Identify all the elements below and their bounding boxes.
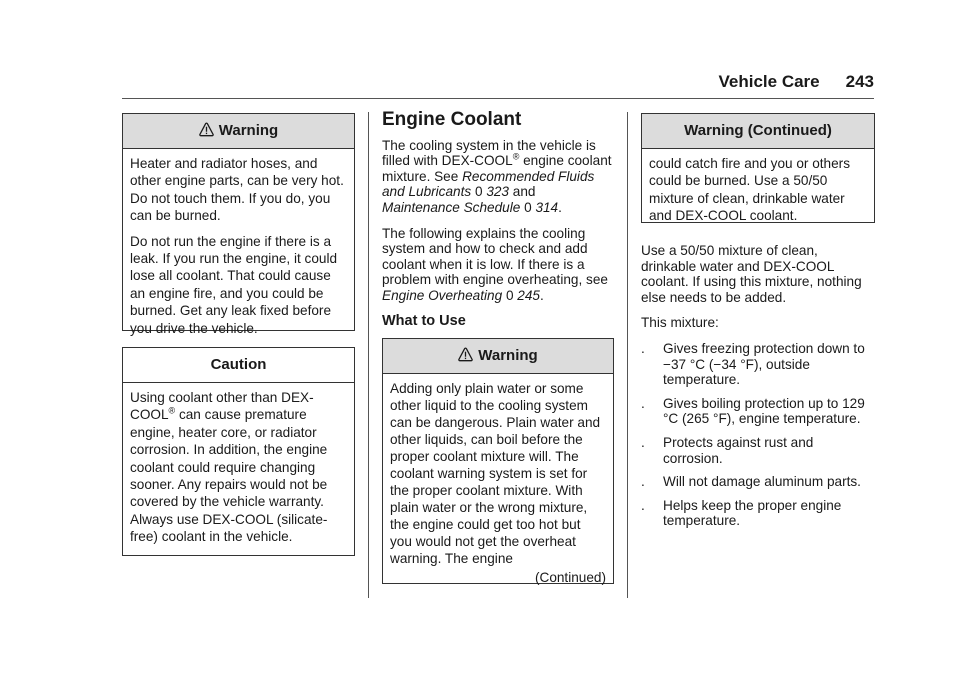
explain-paragraph [382, 226, 616, 304]
warning-title-text: Warning [478, 347, 538, 364]
middle-column [382, 109, 616, 341]
caution-paragraph [130, 389, 347, 546]
page-ref-arrow-icon: 0 [505, 287, 514, 303]
intro-paragraph [382, 138, 616, 216]
link-engine-overheating[interactable]: Engine Overheating [382, 287, 503, 303]
right-column [641, 243, 875, 537]
punctuation: . [558, 199, 562, 215]
intro-text-a: The cooling system in the vehicle is filled with DEX-COOL [382, 137, 596, 169]
warning-box-title [123, 114, 354, 149]
link-recommended-fluids[interactable]: Recommended Fluids and Lubricants [382, 168, 595, 200]
page-ref-323[interactable]: 323 [486, 184, 509, 200]
registered-mark: ® [512, 151, 520, 162]
bullet-text: Protects against rust and corrosion. [663, 434, 814, 466]
page-ref-arrow-icon: 0 [474, 184, 483, 200]
explain-text: The following explains the cooling system and how to check and add coolant when it is low. If there is a problem with engine overheating, see [382, 225, 608, 288]
page-number: 243 [845, 72, 874, 91]
registered-mark: ® [168, 405, 176, 416]
warning-box-body [642, 149, 874, 231]
warning-paragraph: Adding only plain water or some other liquid to the cooling system can be dangerous. Plain water and other liquids, can boil before the proper coolant mixture will. The coolant warning system is set for the proper coolant mixture. With plain water or the wrong mixture, the engine could get too hot but you would not get the overheat warning. The engine [390, 381, 601, 566]
warning-title-text: Warning [218, 122, 279, 139]
mixture-intro: This mixture: [641, 315, 719, 331]
warning-box-plain-water [382, 338, 614, 584]
warning-box-title: Warning (Continued) [642, 114, 874, 149]
list-item [641, 498, 875, 529]
header-rule [122, 98, 874, 99]
warning-icon [458, 347, 473, 362]
caution-box-body [123, 383, 354, 560]
punctuation: . [539, 287, 544, 303]
page-header [719, 72, 875, 92]
caution-text-end: can cause premature engine, heater core, or radiator corrosion. In addition, the engine coolant could require changing sooner. Any repairs would not be covered by the vehicle warranty. Always use DEX-COOL (silicate-free) coolant in the vehicle. [130, 407, 328, 545]
list-item [641, 474, 875, 490]
intro-text-b: engine coolant mixture. See [382, 153, 612, 184]
intro-text-and: and [509, 184, 536, 200]
page-ref-245[interactable]: 245 [517, 287, 540, 303]
section-heading-engine-coolant: Engine Coolant [382, 109, 522, 130]
column-divider-left [368, 112, 369, 598]
warning-box-body [123, 149, 354, 351]
list-item [641, 396, 875, 427]
warning-paragraph-2: Do not run the engine if there is a leak. If you run the engine, it could lose all coolant. That could cause an engine fire, and you could be burned. Get any leak fixed before you drive the vehicle. [130, 233, 338, 336]
warning-paragraph: could catch fire and you or others could be burned. Use a 50/50 mixture of clean, drinkable water and DEX-COOL coolant. [649, 156, 850, 224]
section-title: Vehicle Care [718, 72, 820, 91]
caution-box-title: Caution [123, 348, 354, 383]
bullet-text: Gives boiling protection up to 129 °C (265 °F), engine temperature. [663, 395, 865, 427]
bullet-marker: . [641, 497, 645, 513]
link-maintenance-schedule[interactable]: Maintenance Schedule [382, 199, 521, 215]
continued-label: (Continued) [534, 570, 606, 585]
caution-box-coolant [122, 347, 355, 556]
subheading-what-to-use: What to Use [382, 312, 466, 329]
warning-paragraph-1: Heater and radiator hoses, and other engine parts, can be very hot. Do not touch them. If you do, you can be burned. [130, 156, 344, 224]
bullet-text: Will not damage aluminum parts. [663, 474, 861, 490]
warning-box-hot-parts [122, 113, 355, 336]
bullet-marker: . [641, 340, 645, 356]
column-divider-right [627, 112, 628, 598]
warning-icon [199, 122, 214, 137]
list-item [641, 341, 875, 388]
bullet-text: Helps keep the proper engine temperature. [663, 497, 842, 529]
warning-box-title [383, 339, 613, 374]
page-ref-arrow-icon: 0 [524, 199, 532, 215]
warning-box-body [383, 374, 613, 592]
mixture-paragraph: Use a 50/50 mixture of clean, drinkable water and DEX-COOL coolant. If using this mixture, nothing else needs to be added. [641, 243, 862, 305]
bullet-text: Gives freezing protection down to −37 °C (−34 °F), outside temperature. [663, 340, 865, 388]
bullet-marker: . [641, 395, 645, 411]
caution-text-start: Using coolant other than DEX-COOL [130, 390, 314, 423]
page-ref-314[interactable]: 314 [535, 199, 559, 215]
bullet-marker: . [641, 434, 645, 450]
bullet-marker: . [641, 474, 645, 490]
list-item [641, 435, 875, 466]
warning-box-continued [641, 113, 875, 223]
